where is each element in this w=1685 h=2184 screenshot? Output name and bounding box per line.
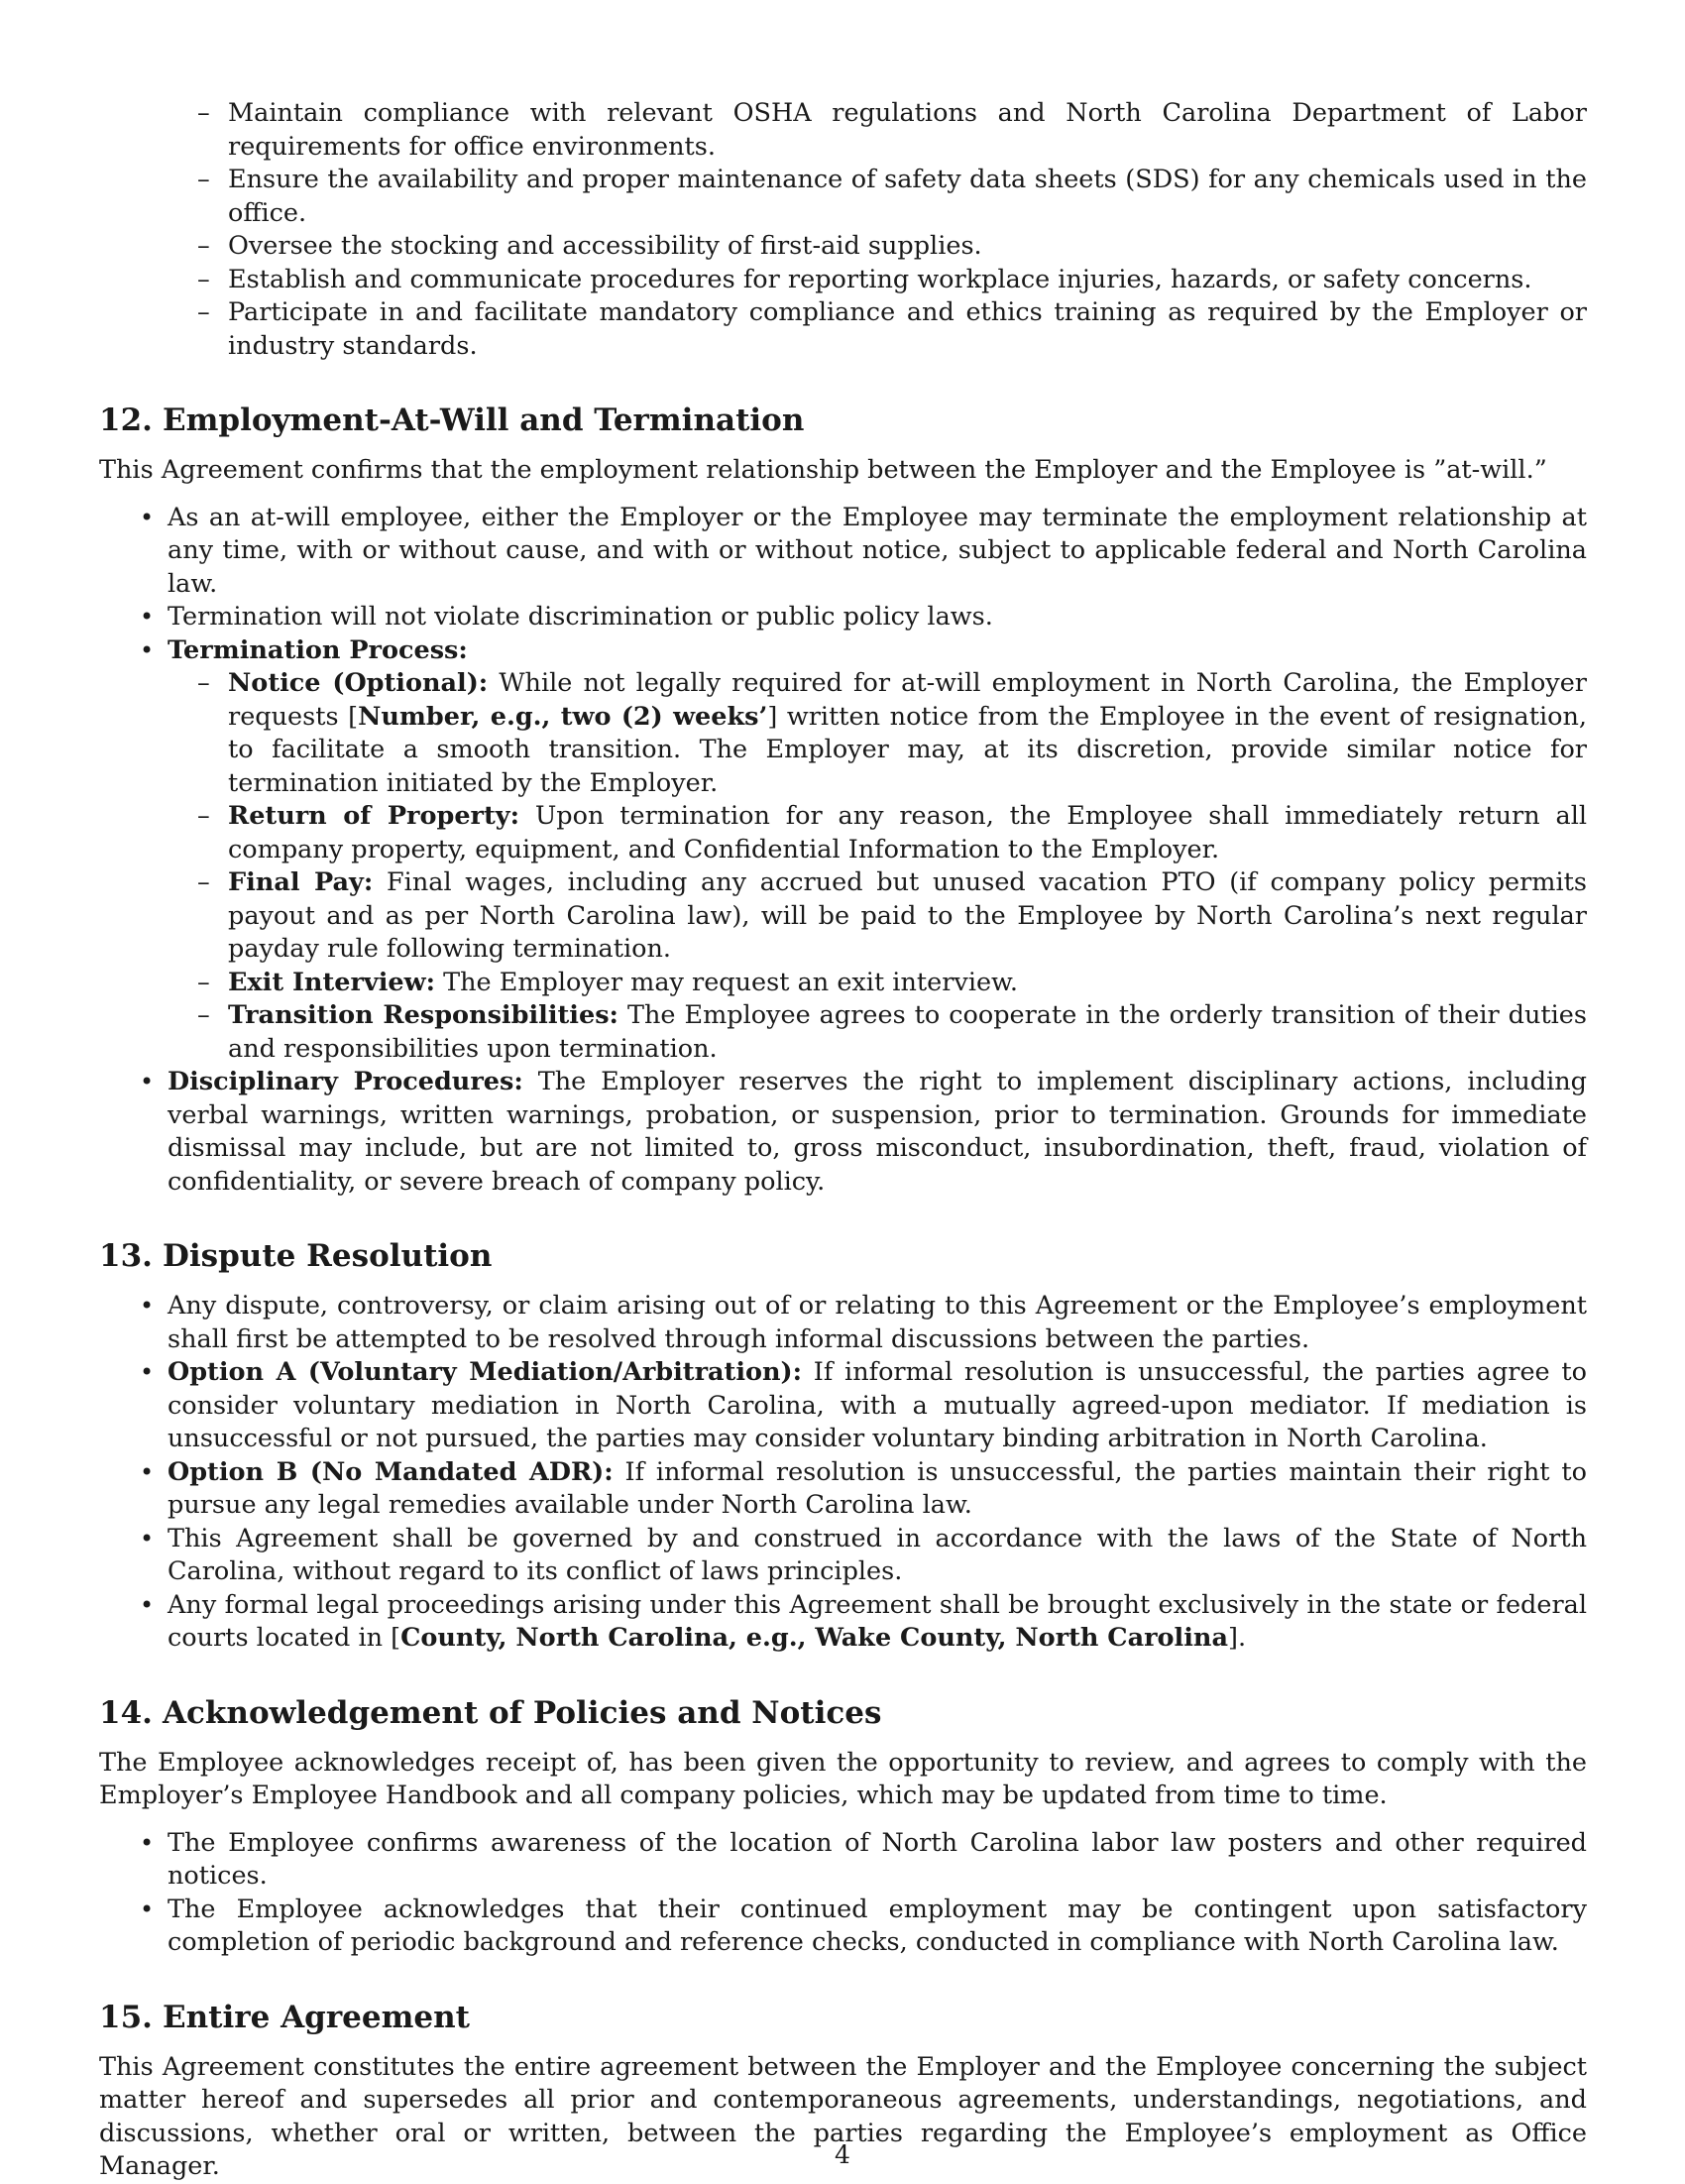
section-12-list xyxy=(99,502,1587,1200)
list-item xyxy=(168,967,1587,1000)
item-text: If informal resolution is unsuccessful, the parties maintain their right to pursue any legal remedies available under North Carolina law. xyxy=(168,1456,1588,1520)
section-14-list xyxy=(99,1827,1587,1960)
item-text: If informal resolution is unsuccessful, the parties agree to consider voluntary mediation in North Carolina, with a mutually agreed-upon mediator. If mediation is unsuccessful or not pursued, the parties may consider voluntary binding arbitration in North Carolina. xyxy=(168,1357,1587,1453)
item-text: Final wages, including any accrued but unused vacation PTO (if company policy permits payout and as per North Carolina law), will be paid to the Employee by North Carolina’s next regular payday rule following termination. xyxy=(228,867,1587,964)
item-text: Any formal legal proceedings arising under this Agreement shall be brought exclusively in the state or federal courts located in [ xyxy=(168,1589,1587,1653)
item-label: Transition Responsibilities: xyxy=(228,1000,618,1030)
list-item: • The Employee acknowledges that their continued employment may be contingent upon satisfactory completion of periodic background and reference checks, conducted in compliance with North Carolina law. xyxy=(99,1894,1587,1960)
section-12-intro: This Agreement confirms that the employment relationship between the Employer and the Employee is ”at-will.” xyxy=(99,455,1547,485)
item-label: Return of Property: xyxy=(228,801,519,831)
item-text: ]. xyxy=(1228,1623,1247,1653)
item-text: The Employer reserves the right to implement disciplinary actions, including verbal warnings, written warnings, probation, or suspension, prior to termination. Grounds for immediate dismissal may include, but are not limited to, gross misconduct, insubordination, theft, fraud, violation of confidentiality, or severe breach of company policy. xyxy=(168,1067,1588,1197)
item-text: Upon termination for any reason, the Employee shall immediately return all company property, equipment, and Confidential Information to the Employer. xyxy=(228,801,1588,864)
termination-process-label: Termination Process: xyxy=(168,634,468,665)
list-item xyxy=(99,1589,1587,1656)
list-item xyxy=(99,1356,1587,1456)
section-title: Entire Agreement xyxy=(163,1999,470,2035)
list-item xyxy=(168,999,1587,1066)
page-number: 4 xyxy=(835,2140,850,2169)
section-number: 12. xyxy=(99,402,153,438)
section-14-heading xyxy=(99,1693,1587,1733)
section-title: Dispute Resolution xyxy=(163,1238,493,1274)
section-15-text: This Agreement constitutes the entire agreement between the Employer and the Employee concerning the subject matter hereof and supersedes all prior and contemporaneous agreements, understandings, negotiations, and discussions, whether oral or written, between the parties regarding the Employee’s employment as Office Manager. xyxy=(99,2051,1587,2181)
list-item: • The Employee confirms awareness of the location of North Carolina labor law posters and other required notices. xyxy=(99,1827,1587,1894)
list-item: – Participate in and facilitate mandatory compliance and ethics training as required by the Employer or industry standards. xyxy=(168,296,1587,363)
item-text: The Employee agrees to cooperate in the orderly transition of their duties and responsibilities upon termination. xyxy=(228,1000,1587,1064)
item-label: Option B (No Mandated ADR): xyxy=(168,1456,614,1487)
section-14-intro: The Employee acknowledges receipt of, has been given the opportunity to review, and agrees to comply with the Employer’s Employee Handbook and all company policies, which may be updated from time to time. xyxy=(99,1747,1587,1810)
section-number: 15. xyxy=(99,1999,153,2035)
section-12-heading xyxy=(99,401,1587,440)
list-item xyxy=(99,634,1587,1067)
list-item: • This Agreement shall be governed by and construed in accordance with the laws of the State of North Carolina, without regard to its conflict of laws principles. xyxy=(99,1523,1587,1589)
list-item: – Maintain compliance with relevant OSHA regulations and North Carolina Department of Labor requirements for office environments. xyxy=(168,97,1587,164)
list-item: • Any dispute, controversy, or claim arising out of or relating to this Agreement or the Employee’s employment shall first be attempted to be resolved through informal discussions between the parties. xyxy=(99,1290,1587,1356)
item-label: Final Pay: xyxy=(228,867,374,897)
section-13-heading xyxy=(99,1236,1587,1276)
list-item: • Termination will not violate discrimination or public policy laws. xyxy=(99,601,1587,634)
safety-duties-list xyxy=(168,97,1587,363)
item-text: While not legally required for at-will employment in North Carolina, the Employer requests [ xyxy=(228,668,1587,732)
item-text: The Employer may request an exit interview. xyxy=(434,967,1018,997)
list-item xyxy=(168,866,1587,967)
item-label: Disciplinary Procedures: xyxy=(168,1067,523,1096)
section-13-list xyxy=(99,1290,1587,1656)
item-label: Exit Interview: xyxy=(228,967,435,997)
item-text: ] written notice from the Employee in the event of resignation, to facilitate a smooth transition. The Employer may, at its discretion, provide similar notice for termination initiated by the Employer. xyxy=(228,701,1588,798)
document-page xyxy=(99,97,1587,2184)
placeholder-text: Number, e.g., two (2) weeks’ xyxy=(358,701,768,732)
list-item xyxy=(99,1456,1587,1523)
section-number: 14. xyxy=(99,1694,153,1731)
list-item: – Oversee the stocking and accessibility of first-aid supplies. xyxy=(168,230,1587,264)
list-item xyxy=(168,800,1587,866)
section-number: 13. xyxy=(99,1238,153,1274)
section-title: Acknowledgement of Policies and Notices xyxy=(163,1694,882,1731)
list-item xyxy=(168,667,1587,800)
section-15-heading xyxy=(99,1998,1587,2037)
placeholder-text: County, North Carolina, e.g., Wake County, North Carolina xyxy=(400,1623,1228,1653)
list-item: – Ensure the availability and proper maintenance of safety data sheets (SDS) for any chemicals used in the office. xyxy=(168,164,1587,230)
list-item: – Establish and communicate procedures for reporting workplace injuries, hazards, or safety concerns. xyxy=(168,264,1587,297)
list-item: • As an at-will employee, either the Employer or the Employee may terminate the employment relationship at any time, with or without cause, and with or without notice, subject to applicable federal and North Carolina law. xyxy=(99,502,1587,602)
section-title: Employment-At-Will and Termination xyxy=(163,402,805,438)
item-label: Option A (Voluntary Mediation/Arbitration): xyxy=(168,1357,803,1387)
termination-process-list xyxy=(168,667,1587,1066)
item-label: Notice (Optional): xyxy=(228,668,489,698)
list-item xyxy=(99,1066,1587,1199)
